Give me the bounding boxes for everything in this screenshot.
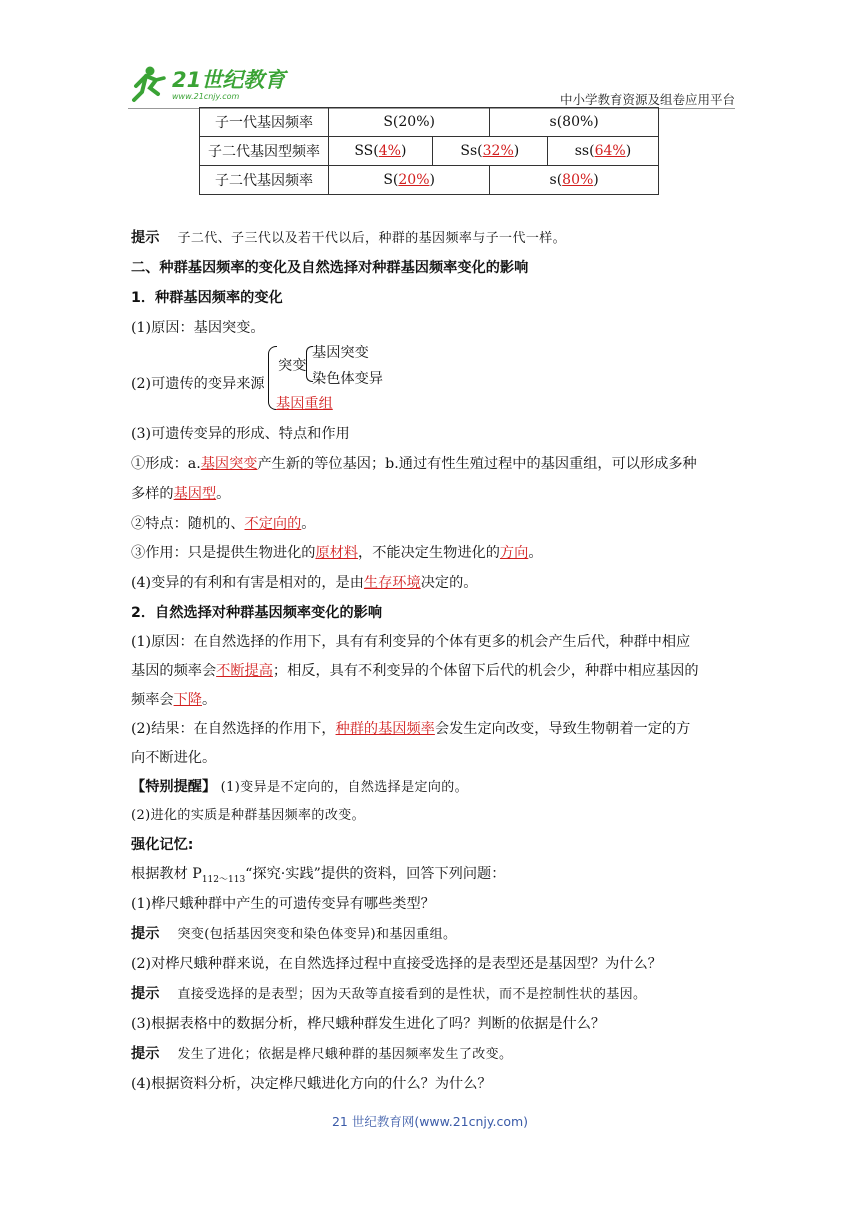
special-note: 【特别提醒】 (1)变异是不定向的，自然选择是定向的。 bbox=[131, 779, 469, 795]
table-row bbox=[200, 137, 659, 166]
footer-text: 21 世纪教育网(www.21cnjy.com) bbox=[331, 1114, 529, 1129]
table-cell: s(80%) bbox=[490, 166, 659, 195]
hint-answer: 提示 发生了进化；依据是桦尺蛾种群的基因频率发生了改变。 bbox=[131, 1046, 513, 1062]
logo bbox=[128, 62, 286, 106]
table-cell: S(20%) bbox=[329, 108, 490, 137]
paragraph: 向不断进化。 bbox=[131, 750, 217, 766]
chromosome-variation-label: 染色体变异 bbox=[312, 371, 383, 387]
table-cell: S(20%) bbox=[329, 166, 490, 195]
row-label: 子一代基因频率 bbox=[200, 108, 329, 137]
table-cell: ss(64%) bbox=[547, 137, 658, 166]
paragraph: ②特点：随机的、不定向的。 bbox=[131, 516, 316, 532]
logo-url: www.21cnjy.com bbox=[172, 92, 240, 101]
paragraph: (3)可遗传变异的形成、特点和作用 bbox=[131, 426, 350, 442]
question: (1)桦尺蛾种群中产生的可遗传变异有哪些类型？ bbox=[131, 896, 435, 912]
answer-text: 4% bbox=[378, 143, 401, 159]
gene-frequency-table bbox=[199, 107, 659, 195]
table-row bbox=[200, 166, 659, 195]
subsection-title-2: 2．自然选择对种群基因频率变化的影响 bbox=[131, 605, 383, 621]
question: (4)根据资料分析，决定桦尺蛾进化方向的什么？为什么？ bbox=[131, 1076, 492, 1092]
hint-1: 提示 子二代、子三代以及若干代以后，种群的基因频率与子一代一样。 bbox=[131, 230, 567, 246]
gene-mutation-label: 基因突变 bbox=[312, 345, 369, 361]
question: (2)对桦尺蛾种群来说，在自然选择过程中直接受选择的是表型还是基因型？为什么？ bbox=[131, 956, 662, 972]
table-cell: SS(4%) bbox=[329, 137, 433, 166]
row-label: 子二代基因频率 bbox=[200, 166, 329, 195]
paragraph: (1)原因：在自然选择的作用下，具有有利变异的个体有更多的机会产生后代，种群中相应 bbox=[131, 634, 691, 650]
logo-text: 21世纪教育 bbox=[172, 68, 286, 92]
table-cell: s(80%) bbox=[490, 108, 659, 137]
answer-text: 32% bbox=[482, 143, 514, 159]
table-row bbox=[200, 108, 659, 137]
hint-answer: 提示 直接受选择的是表型；因为天敌等直接看到的是性状，而不是控制性状的基因。 bbox=[131, 986, 647, 1002]
paragraph: 基因的频率会不断提高；相反，具有不利变异的个体留下后代的机会少，种群中相应基因的 bbox=[131, 663, 699, 679]
paragraph: (4)变异的有利和有害是相对的，是由生存环境决定的。 bbox=[131, 575, 478, 591]
paragraph: ①形成：a.基因突变产生新的等位基因；b.通过有性生殖过程中的基因重组，可以形成多种 bbox=[131, 456, 697, 472]
recombination-answer: 基因重组 bbox=[276, 396, 333, 412]
question: (3)根据表格中的数据分析，桦尺蛾种群发生进化了吗？判断的依据是什么？ bbox=[131, 1016, 606, 1032]
paragraph: (2)可遗传的变异来源 bbox=[131, 376, 265, 392]
mutation-label: 突变 bbox=[278, 358, 307, 374]
row-label: 子二代基因型频率 bbox=[200, 137, 329, 166]
special-note-2: (2)进化的实质是种群基因频率的改变。 bbox=[131, 808, 366, 823]
memory-title: 强化记忆: bbox=[131, 837, 194, 853]
section-title: 二、种群基因频率的变化及自然选择对种群基因频率变化的影响 bbox=[131, 260, 529, 276]
paragraph: (2)结果：在自然选择的作用下，种群的基因频率会发生定向改变，导致生物朝着一定的方 bbox=[131, 721, 691, 737]
answer-text: 20% bbox=[398, 172, 430, 188]
paragraph: 多样的基因型。 bbox=[131, 486, 231, 502]
answer-text: 80% bbox=[562, 172, 594, 188]
paragraph: ③作用：只是提供生物进化的原材料，不能决定生物进化的方向。 bbox=[131, 545, 543, 561]
table-cell: Ss(32%) bbox=[432, 137, 547, 166]
paragraph: 根据教材 $P_{112\sim 113}“$探究·实践”提供的资料，回答下列问题： bbox=[131, 866, 506, 885]
paragraph: (1)原因：基因突变。 bbox=[131, 320, 265, 336]
platform-name: 中小学教育资源及组卷应用平台 bbox=[559, 92, 735, 107]
subsection-title-1: 1．种群基因频率的变化 bbox=[131, 290, 283, 306]
answer-text: 64% bbox=[594, 143, 626, 159]
hint-answer: 提示 突变(包括基因突变和染色体变异)和基因重组。 bbox=[131, 926, 457, 942]
paragraph: 频率会下降。 bbox=[131, 692, 217, 708]
